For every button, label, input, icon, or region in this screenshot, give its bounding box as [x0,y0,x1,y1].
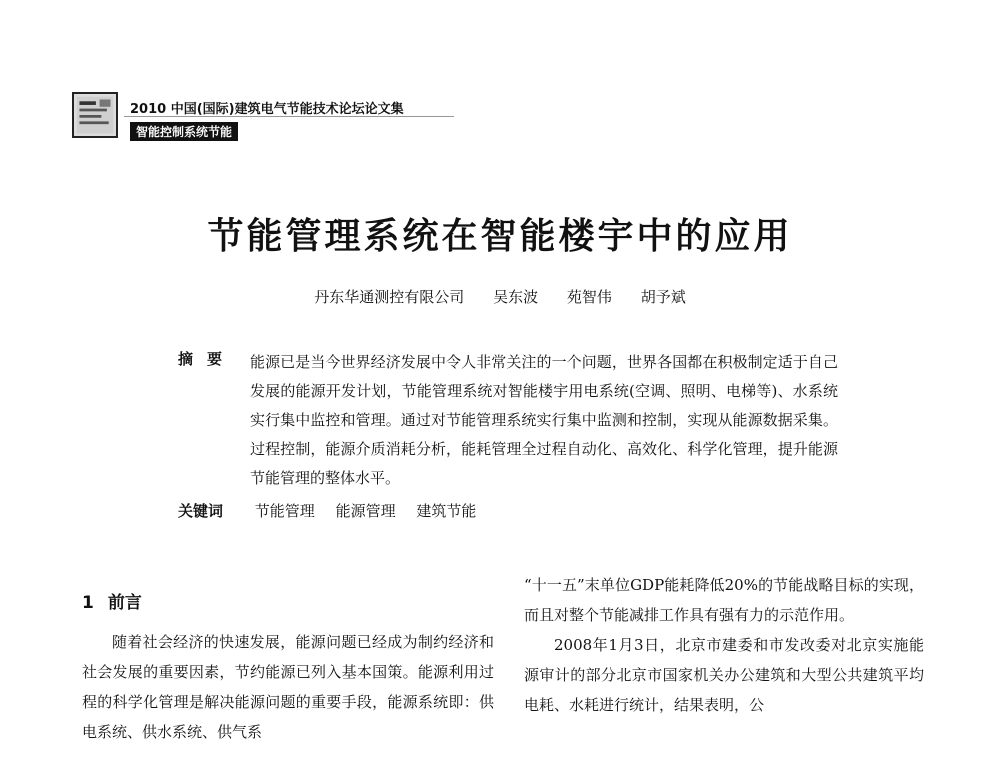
section-heading [82,588,494,613]
conference-logo-icon [72,92,118,138]
keywords [178,500,838,521]
author-name: 苑智伟 [566,288,612,306]
section-number: 1 [82,593,94,613]
keywords-label: 关键词 [178,502,224,520]
abstract-text: 能源已是当今世界经济发展中令人非常关注的一个问题，世界各国都在积极制定适于自己发展的能源开发计划，节能管理系统对智能楼宇用电系统(空调、照明、电梯等)、水系统实行集中监控和管理。通过对节能管理系统实行集中监测和控制，实现从能源数据采集。过程控制，能源介质消耗分析，能耗管理全过程自动化、高效化、科学化管理，提升能源节能管理的整体水平。 [250,353,838,487]
section-title: 前言 [107,593,142,613]
author-name: 吴东波 [493,288,539,306]
body-paragraph: 2008年1月3日，北京市建委和市发改委对北京实施能源审计的部分北京市国家机关办公建筑和大型公共建筑平均电耗、水耗进行统计，结果表明，公 [524,636,924,714]
proceedings-header [72,92,452,144]
author-name: 胡予斌 [640,288,686,306]
paper-title: 节能管理系统在智能楼宇中的应用 [207,216,793,257]
abstract-label: 摘要 [178,350,237,368]
right-column [524,570,924,720]
left-column [82,588,494,747]
conference-title: 2010 中国(国际)建筑电气节能技术论坛论文集 [130,102,404,117]
body-paragraph: “十一五”末单位GDP能耗降低20%的节能战略目标的实现，而且对整个节能减排工作具有强有力的示范作用。 [524,576,924,624]
intro-paragraph: 随着社会经济的快速发展，能源问题已经成为制约经济和社会发展的重要因素，节约能源已列入基本国策。能源利用过程的科学化管理是解决能源问题的重要手段，能源系统即：供电系统、供水系统、供气系 [82,633,494,741]
affiliation: 丹东华通测控有限公司 [314,288,465,306]
author-line [0,286,1000,307]
keyword: 建筑节能 [416,502,477,520]
section-tag: 智能控制系统节能 [130,122,238,141]
keyword: 能源管理 [335,502,396,520]
keyword: 节能管理 [254,502,315,520]
